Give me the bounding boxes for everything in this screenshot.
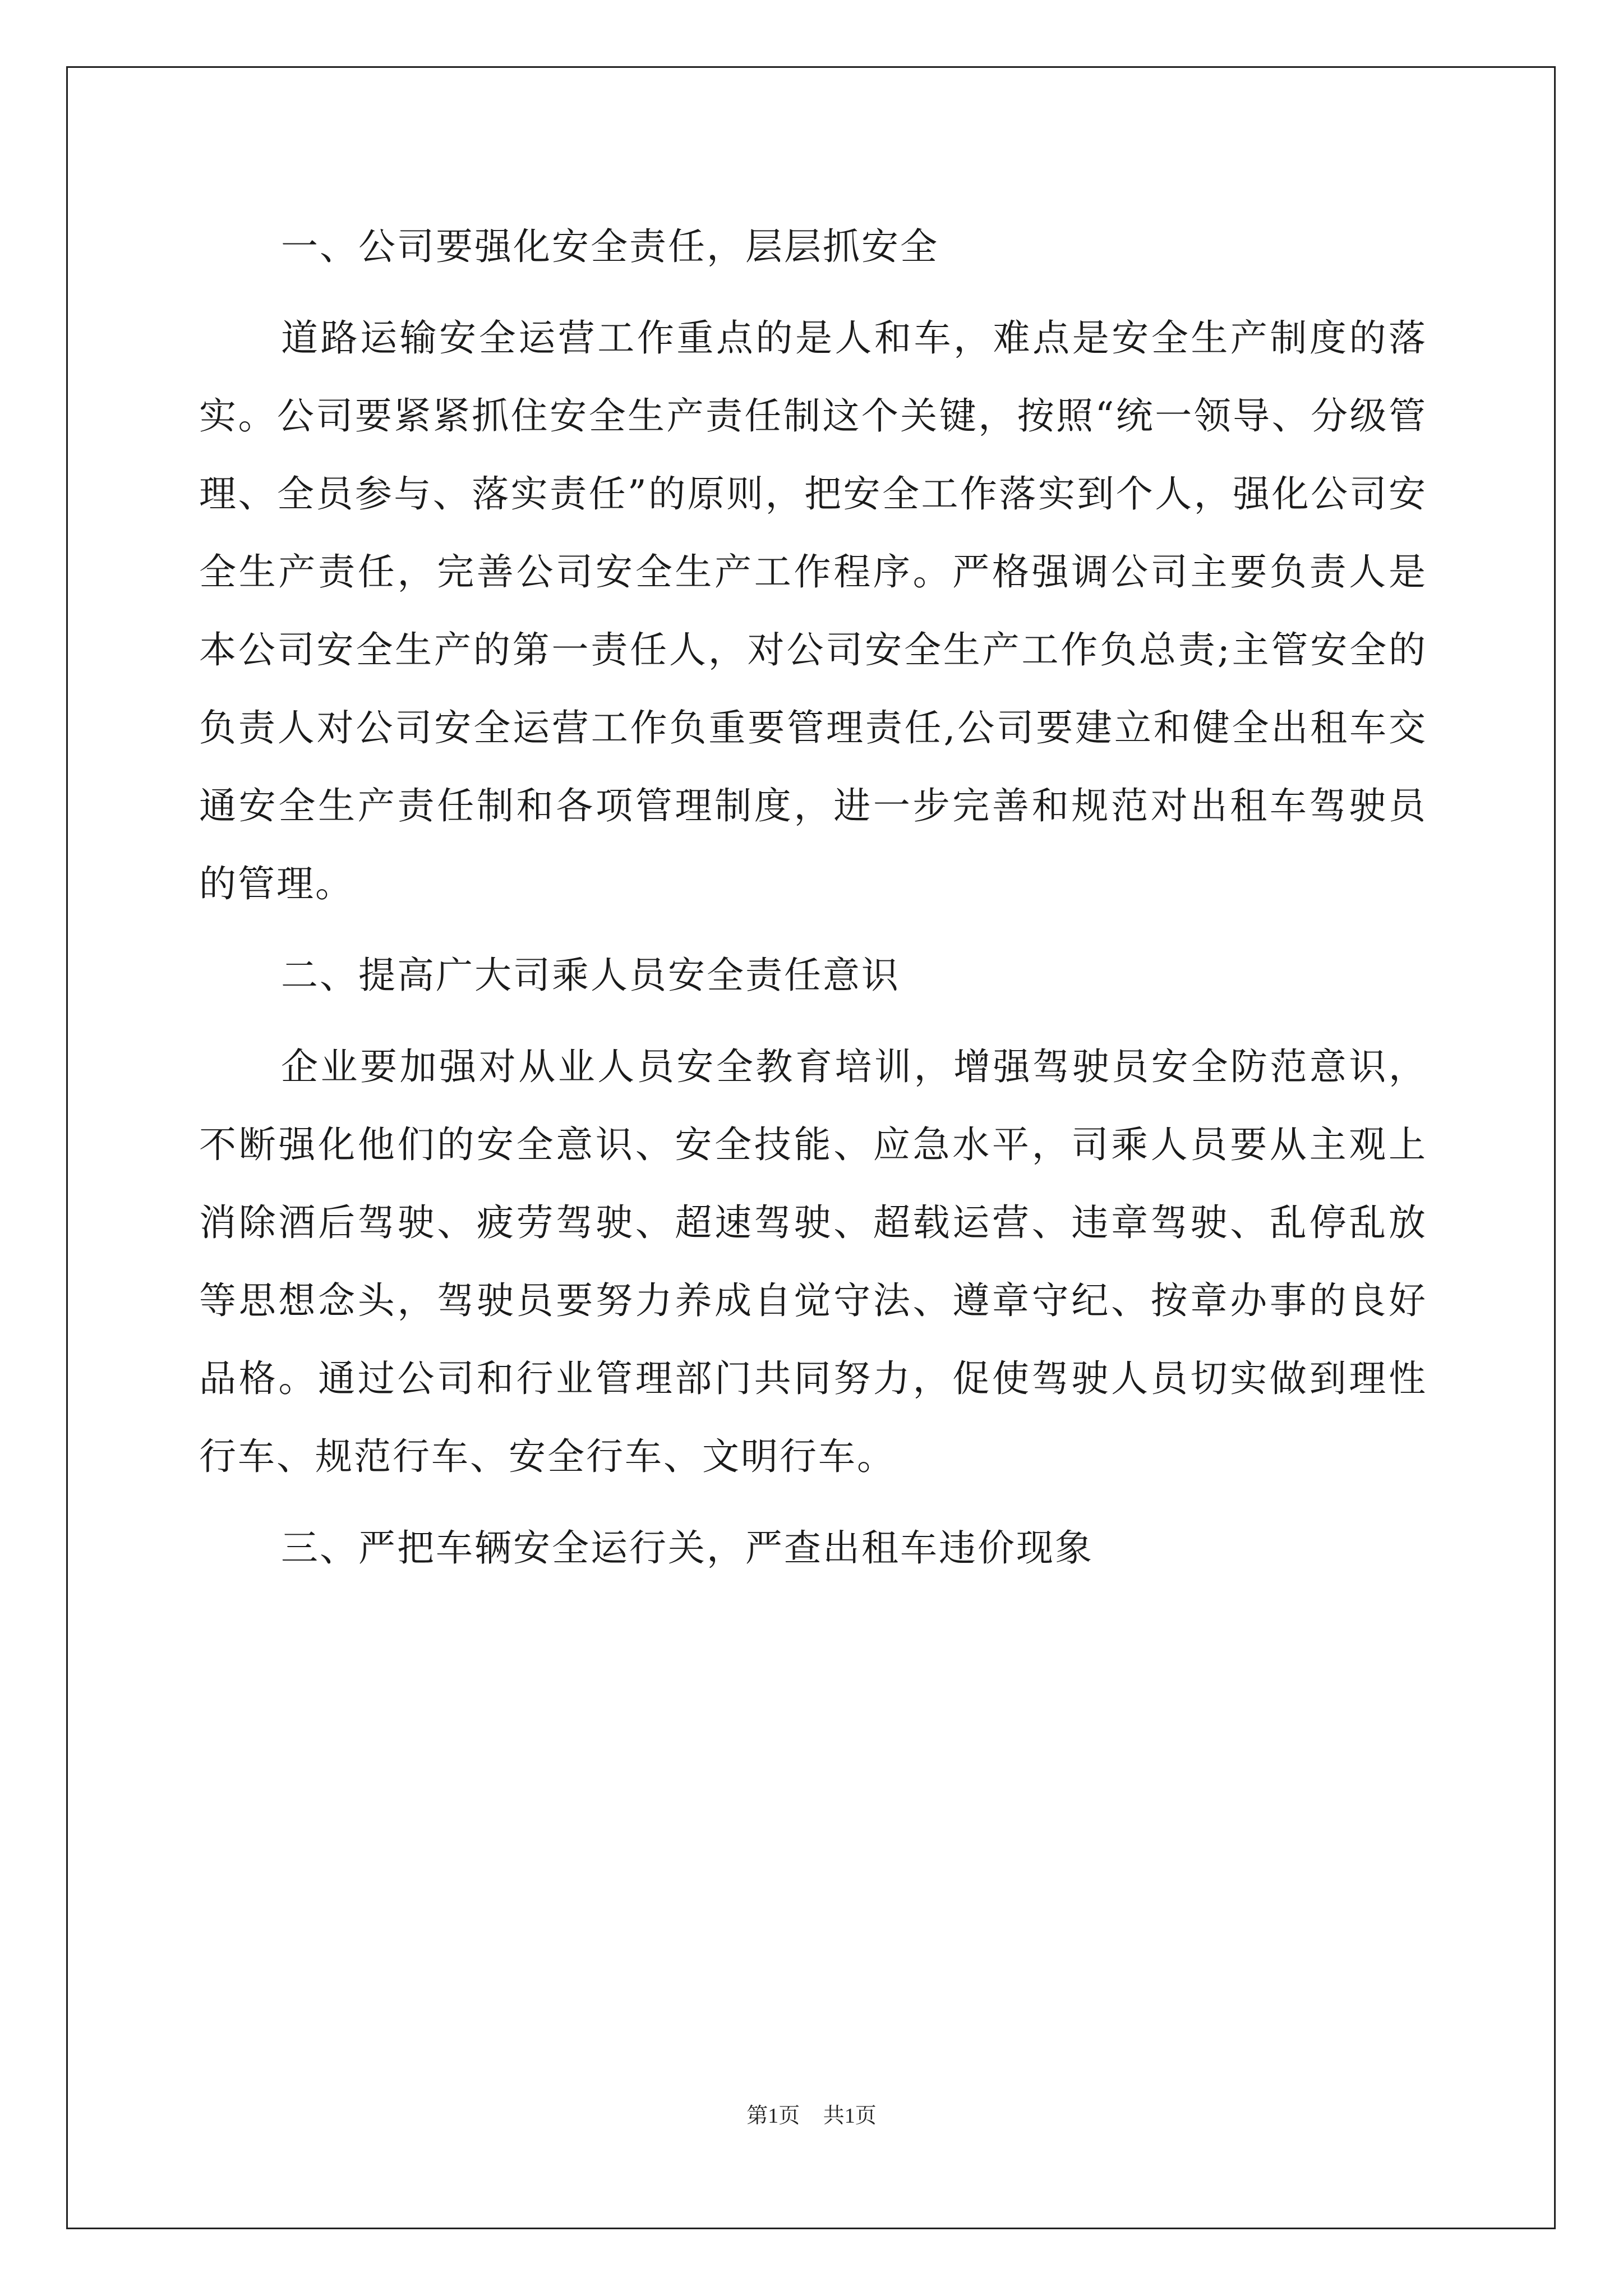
page-footer <box>0 2098 1623 2129</box>
page-number: 第1页 <box>746 2104 800 2128</box>
section-heading-2: 二、提高广大司乘人员安全责任意识 <box>281 954 900 997</box>
section-paragraph-2: 企业要加强对从业人员安全教育培训，增强驾驶员安全防范意识，不断强化他们的安全意识、安全技能、应急水平，司乘人员要从主观上消除酒后驾驶、疲劳驾驶、超速驾驶、超载运营、违章驾驶、乱停乱放等思想念头，驾驶员要努力养成自觉守法、遵章守纪、按章办事的良好品格。通过公司和行业管理部门共同努力，促使驾驶人员切实做到理性行车、规范行车、安全行车、文明行车。 <box>199 1045 1427 1478</box>
section-paragraph-1: 道路运输安全运营工作重点的是人和车，难点是安全生产制度的落实。公司要紧紧抓住安全生产责任制这个关键，按照“统一领导、分级管理、全员参与、落实责任”的原则，把安全工作落实到个人，强化公司安全生产责任，完善公司安全生产工作程序。严格强调公司主要负责人是本公司安全生产的第一责任人，对公司安全生产工作负总责;主管安全的负责人对公司安全运营工作负重要管理责任,公司要建立和健全出租车交通安全生产责任制和各项管理制度，进一步完善和规范对出租车驾驶员的管理。 <box>199 316 1427 905</box>
section-heading-1: 一、公司要强化安全责任，层层抓安全 <box>281 225 939 268</box>
document-body <box>199 208 1427 1600</box>
page-total: 共1页 <box>823 2104 877 2128</box>
section-heading-3: 三、严把车辆安全运行关，严查出租车违价现象 <box>281 1526 1094 1570</box>
